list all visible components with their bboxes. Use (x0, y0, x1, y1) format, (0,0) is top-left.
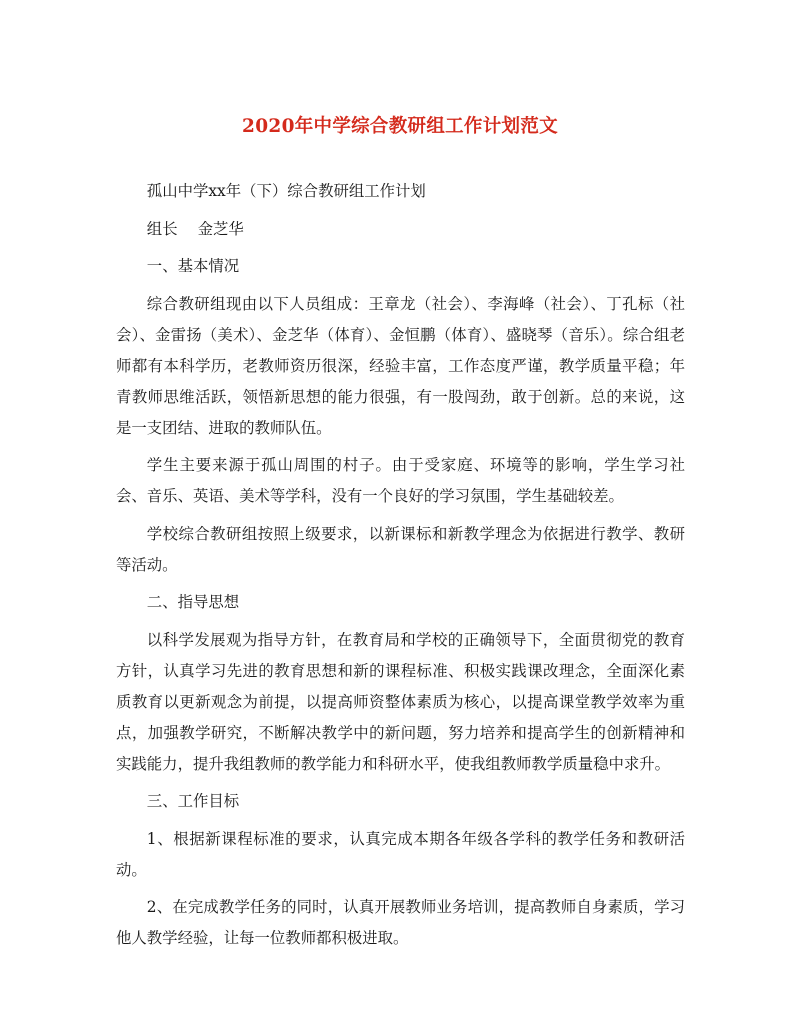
paragraph-goal-1: 1、根据新课程标准的要求，认真完成本期各年级各学科的教学任务和教研活动。 (116, 829, 685, 879)
section-heading-guiding: 二、指导思想 (146, 593, 240, 611)
document-body (116, 176, 685, 961)
paragraph-basic-students: 学生主要来源于孤山周围的村子。由于受家庭、环境等的影响，学生学习社会、音乐、英语、美术等学科，没有一个良好的学习氛围，学生基础较差。 (116, 456, 685, 505)
document-subtitle: 孤山中学xx年（下）综合教研组工作计划 (146, 182, 426, 200)
section-heading-basic: 一、基本情况 (146, 257, 240, 275)
document-title: 2020年中学综合教研组工作计划范文 (242, 116, 558, 137)
paragraph-basic-members: 综合教研组现由以下人员组成：王章龙（社会）、李海峰（社会）、丁孔标（社会）、金雷扬（美术）、金芝华（体育）、金恒鹏（体育）、盛晓琴（音乐）。综合组老师都有本科学历，老教师资历很深，经验丰富，工作态度严谨，教学质量平稳；年青教师思维活跃，领悟新思想的能力很强，有一股闯劲，敢于创新。总的来说，这是一支团结、进取的教师队伍。 (116, 294, 685, 437)
leader-name: 金芝华 (197, 219, 244, 238)
leader-label: 组长 (146, 219, 178, 238)
leader-line (116, 214, 685, 245)
paragraph-basic-requirements: 学校综合教研组按照上级要求，以新课标和新教学理念为依据进行教学、教研等活动。 (116, 524, 685, 574)
section-heading-goals: 三、工作目标 (146, 792, 240, 810)
paragraph-guiding-thought: 以科学发展观为指导方针，在教育局和学校的正确领导下，全面贯彻党的教育方针，认真学习先进的教育思想和新的课程标准、积极实践课改理念，全面深化素质教育以更新观念为前提，以提高师资整体素质为核心，以提高课堂教学效率为重点，加强教学研究，不断解决教学中的新问题，努力培养和提高学生的创新精神和实践能力，提升我组教师的教学能力和科研水平，使我组教师教学质量稳中求升。 (116, 630, 685, 773)
paragraph-goal-2: 2、在完成教学任务的同时，认真开展教师业务培训，提高教师自身素质，学习他人教学经验，让每一位教师都积极进取。 (116, 898, 685, 947)
